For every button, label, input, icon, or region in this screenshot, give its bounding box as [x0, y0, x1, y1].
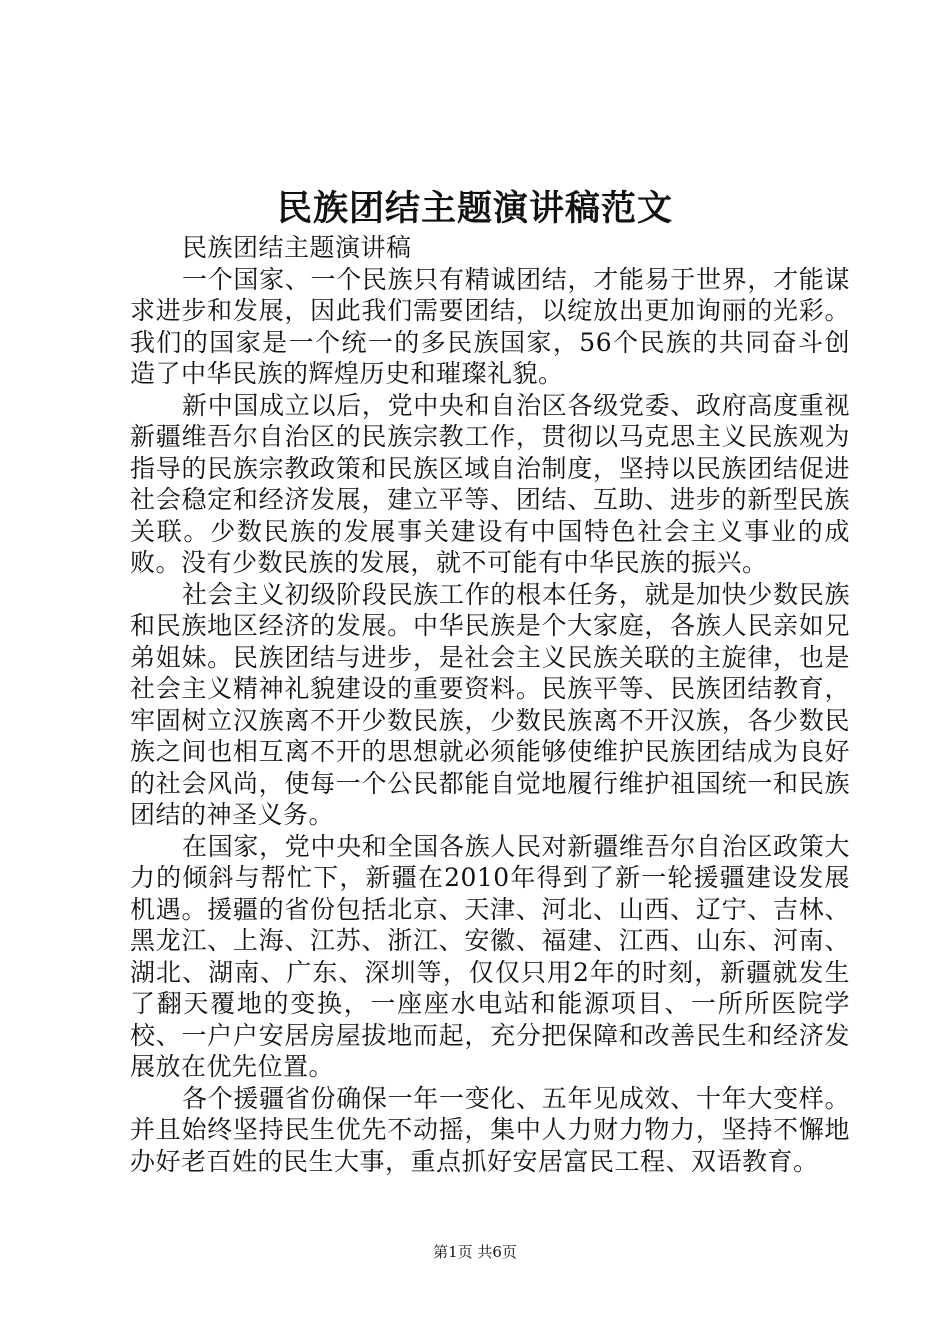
paragraph: 在国家，党中央和全国各族人民对新疆维吾尔自治区政策大力的倾斜与帮忙下，新疆在2010年得到了新一轮援疆建设发展机遇。援疆的省份包括北京、天津、河北、山西、辽宁、吉林、黑龙江、上海、江苏、浙江、安徽、福建、江西、山东、河南、湖北、湖南、广东、深圳等，仅仅只用2年的时刻，新疆就发生了翻天覆地的变换，一座座水电站和能源项目、一所所医院学校、一户户安居房屋拔地而起，充分把保障和改善民生和经济发展放在优先位置。 — [130, 831, 850, 1081]
paragraph: 社会主义初级阶段民族工作的根本任务，就是加快少数民族和民族地区经济的发展。中华民族是个大家庭，各族人民亲如兄弟姐妹。民族团结与进步，是社会主义民族关联的主旋律，也是社会主义精神礼貌建设的重要资料。民族平等、民族团结教育，牢固树立汉族离不开少数民族，少数民族离不开汉族，各少数民族之间也相互离不开的思想就必须能够使维护民族团结成为良好的社会风尚，使每一个公民都能自觉地履行维护祖国统一和民族团结的神圣义务。 — [130, 579, 850, 829]
document-title: 民族团结主题演讲稿范文 — [276, 188, 673, 229]
paragraph: 一个国家、一个民族只有精诚团结，才能易于世界，才能谋求进步和发展，因此我们需要团结，以绽放出更加询丽的光彩。我们的国家是一个统一的多民族国家，56个民族的共同奋斗创造了中华民族的辉煌历史和璀璨礼貌。 — [130, 264, 850, 388]
paragraph-subtitle: 民族团结主题演讲稿 — [182, 233, 412, 262]
page-footer: 第1页 共6页 — [433, 1243, 517, 1261]
document-body — [130, 232, 850, 1177]
paragraph: 各个援疆省份确保一年一变化、五年见成效、十年大变样。并且始终坚持民生优先不动摇，集中人力财力物力，坚持不懈地办好老百姓的民生大事，重点抓好安居富民工程、双语教育。 — [130, 1083, 850, 1176]
paragraph: 新中国成立以后，党中央和自治区各级党委、政府高度重视新疆维吾尔自治区的民族宗教工作，贯彻以马克思主义民族观为指导的民族宗教政策和民族区域自治制度，坚持以民族团结促进社会稳定和经济发展，建立平等、团结、互助、进步的新型民族关联。少数民族的发展事关建设有中国特色社会主义事业的成败。没有少数民族的发展，就不可能有中华民族的振兴。 — [130, 390, 850, 577]
